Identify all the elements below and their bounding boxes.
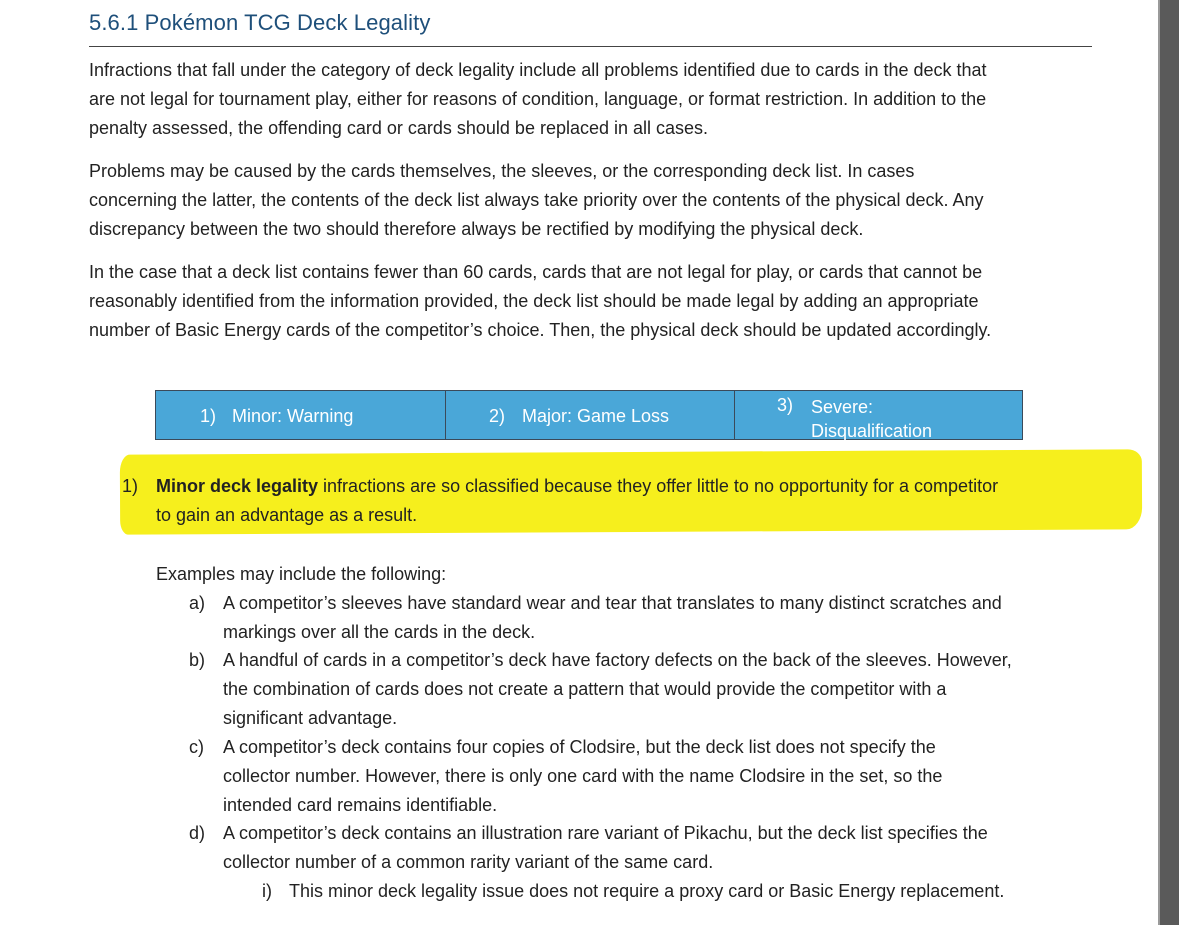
example-line: the combination of cards does not create a pattern that would provide the competitor with a [223,679,947,699]
minor-deck-legality-line [156,472,998,501]
example-line: collector number. However, there is only one card with the name Clodsire in the set, so the [223,766,943,786]
example-line: A competitor’s deck contains four copies of Clodsire, but the deck list does not specify the [223,737,936,757]
severity-table [155,390,1023,440]
paragraph-line: reasonably identified from the information provided, the deck list should be made legal by adding an appropriate [89,291,979,311]
example-line: A competitor’s sleeves have standard wear and tear that translates to many distinct scratches and [223,593,1002,613]
viewer-right-gutter [1158,0,1179,925]
example-line: A handful of cards in a competitor’s deck have factory defects on the back of the sleeves. However, [223,650,1012,670]
examples-intro: Examples may include the following: [156,564,447,584]
example-text [223,646,1012,733]
paragraph-deck-legality-intro [89,56,1094,143]
heading-divider [89,46,1092,47]
paragraph-line: concerning the latter, the contents of the deck list always take priority over the contents of the physical deck. Any [89,190,984,210]
severity-label-line: Severe: [811,397,874,417]
example-text [223,733,942,820]
example-line: intended card remains identifiable. [223,795,498,815]
example-letter: d) [189,823,206,843]
example-text [223,589,1002,647]
paragraph-line: penalty assessed, the offending card or cards should be replaced in all cases. [89,118,709,138]
paragraph-fewer-than-60 [89,258,1094,345]
sub-item-text: This minor deck legality issue does not require a proxy card or Basic Energy replacement. [289,881,1005,901]
paragraph-problem-sources [89,157,1094,244]
severity-cell-severe [734,391,1022,439]
paragraph-line: are not legal for tournament play, either for reasons of condition, language, or format restriction. In addition to the [89,89,987,109]
example-letter: b) [189,650,206,670]
example-letter: c) [189,737,204,757]
minor-deck-legality-line: to gain an advantage as a result. [156,505,418,525]
example-line: A competitor’s deck contains an illustration rare variant of Pikachu, but the deck list specifies the [223,823,988,843]
paragraph-line: In the case that a deck list contains fewer than 60 cards, cards that are not legal for play, or cards that cannot be [89,262,983,282]
severity-label: Minor: Warning [232,406,354,426]
severity-number: 1) [200,406,217,426]
paragraph-line: number of Basic Energy cards of the competitor’s choice. Then, the physical deck should be updated accordingly. [89,320,992,340]
example-line: significant advantage. [223,708,398,728]
paragraph-line: Infractions that fall under the category of deck legality include all problems identified due to cards in the deck that [89,60,987,80]
severity-cell-major [445,391,734,439]
example-line: markings over all the cards in the deck. [223,622,536,642]
severity-number: 3) [777,395,794,415]
paragraph-line: discrepancy between the two should therefore always be rectified by modifying the physical deck. [89,219,864,239]
severity-number: 2) [489,406,506,426]
severity-label: Major: Game Loss [522,406,670,426]
bold-term: Minor deck legality [156,476,319,496]
example-line: collector number of a common rarity variant of the same card. [223,852,714,872]
example-letter: a) [189,593,206,613]
line-rest: infractions are so classified because they offer little to no opportunity for a competitor [318,476,999,496]
severity-label [811,395,932,443]
sub-item-number: i) [262,881,272,901]
paragraph-line: Problems may be caused by the cards themselves, the sleeves, or the corresponding deck list. In cases [89,161,915,181]
section-heading: 5.6.1 Pokémon TCG Deck Legality [89,10,431,35]
example-text [223,819,988,877]
list-number: 1) [122,476,139,496]
severity-label-line: Disqualification [811,421,933,441]
severity-cell-minor [156,391,445,439]
